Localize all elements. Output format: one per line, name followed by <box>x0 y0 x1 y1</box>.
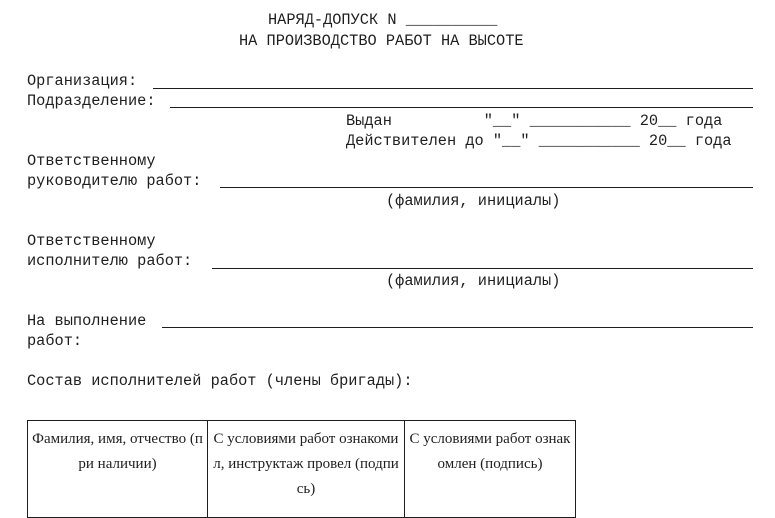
team-table-header-row <box>28 421 576 518</box>
task-label-line1: На выполнение <box>27 312 147 330</box>
manager-hint: (фамилия, инициалы) <box>386 192 561 210</box>
executor-line <box>212 268 753 269</box>
executor-hint: (фамилия, инициалы) <box>386 272 561 290</box>
department-line <box>170 107 753 108</box>
team-heading: Состав исполнителей работ (члены бригады): <box>27 372 413 390</box>
organization-label: Организация: <box>27 72 138 90</box>
manager-label-line2: руководителю работ: <box>27 172 202 190</box>
executor-label-line2: исполнителю работ: <box>27 252 193 270</box>
column-header-name: Фамилия, имя, отчество (при наличии) <box>28 421 208 518</box>
column-header-acknowledged: С условиями работ ознакомлен (подпись) <box>405 421 576 518</box>
team-table-wrap <box>27 420 576 518</box>
document-title-line1: НАРЯД-ДОПУСК N __________ <box>268 11 498 29</box>
executor-label-line1: Ответственному <box>27 232 156 250</box>
task-line <box>162 327 753 328</box>
task-label-line2: работ: <box>27 332 83 350</box>
manager-line <box>220 187 753 188</box>
column-header-instructed: С условиями работ ознакомил, инструктаж провел (подпись) <box>208 421 405 518</box>
department-label: Подразделение: <box>27 92 156 110</box>
manager-label-line1: Ответственному <box>27 152 156 170</box>
document-title-line2: НА ПРОИЗВОДСТВО РАБОТ НА ВЫСОТЕ <box>239 32 524 50</box>
team-table <box>27 420 576 518</box>
valid-until-date-line: Действителен до "__" ___________ 20__ года <box>346 132 732 150</box>
issued-date-line: Выдан "__" ___________ 20__ года <box>346 112 723 130</box>
organization-line <box>153 88 753 89</box>
